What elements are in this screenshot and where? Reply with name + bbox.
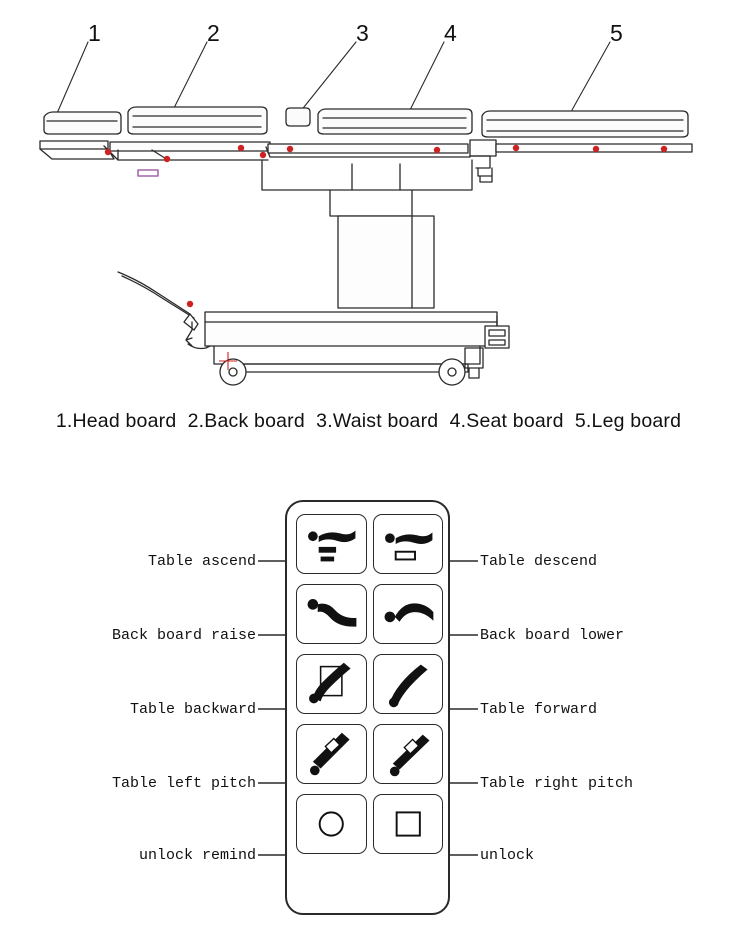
board-legend-text: 1.Head board 2.Back board 3.Waist board 4.Seat board 5.Leg board [55,410,682,432]
back-board-raise-icon [297,585,366,643]
table-backward-icon [297,655,366,713]
callout-number-2: 2 [207,20,220,46]
table-right-pitch-icon [374,725,443,783]
label-back-board-raise: Back board raise [111,627,256,644]
button-table-descend[interactable] [373,514,444,574]
label-table-right-pitch: Table right pitch [480,775,634,792]
label-unlock: unlock [480,847,535,864]
label-table-left-pitch: Table left pitch [111,775,256,792]
callout-number-3: 3 [356,20,369,46]
button-table-backward[interactable] [296,654,367,714]
remote-control-panel [285,500,450,915]
button-back-board-raise[interactable] [296,584,367,644]
label-table-forward: Table forward [480,701,598,718]
callout-number-4: 4 [444,20,457,46]
label-table-backward: Table backward [129,701,256,718]
callout-number-5: 5 [610,20,623,46]
button-unlock-remind[interactable] [296,794,367,854]
button-table-forward[interactable] [373,654,444,714]
operating-table-illustration [0,0,737,400]
table-ascend-icon [297,515,366,573]
label-back-board-lower: Back board lower [480,627,625,644]
label-table-descend: Table descend [480,553,598,570]
label-unlock-remind: unlock remind [138,847,256,864]
button-table-right-pitch[interactable] [373,724,444,784]
table-descend-icon [374,515,443,573]
button-table-left-pitch[interactable] [296,724,367,784]
button-table-ascend[interactable] [296,514,367,574]
square-icon [374,795,443,853]
table-forward-icon [374,655,443,713]
button-unlock[interactable] [373,794,444,854]
board-legend-caption [0,410,737,433]
table-left-pitch-icon [297,725,366,783]
button-back-board-lower[interactable] [373,584,444,644]
callout-number-1: 1 [88,20,101,46]
circle-icon [297,795,366,853]
remote-button-grid [296,514,443,854]
back-board-lower-icon [374,585,443,643]
label-table-ascend: Table ascend [147,553,256,570]
